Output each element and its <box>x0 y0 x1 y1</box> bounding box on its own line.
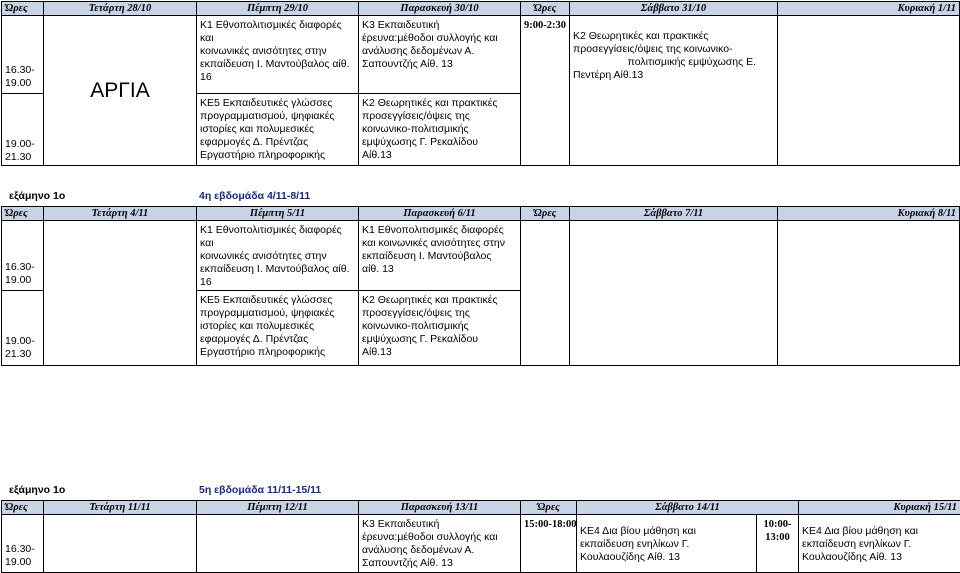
class-line: πολιτισμικής εμψύχωσης Ε. <box>573 56 774 69</box>
class-line: και κοινωνικές ανισότητες στην <box>362 237 517 250</box>
time-cell <box>757 515 799 573</box>
class-line: 16 <box>200 71 355 84</box>
day-header: Σάββατο 14/11 <box>577 501 799 515</box>
hour-start: 16.30- <box>5 543 40 556</box>
class-line: Κ1 Εθνοπολιτισμικές διαφορές και <box>200 19 355 45</box>
class-cell <box>359 16 521 94</box>
class-cell <box>197 16 359 94</box>
class-line: Σαπουντζής Αίθ. 13 <box>362 557 517 570</box>
day-header: Κυριακή 15/11 <box>799 501 960 515</box>
class-line: ΚΕ5 Εκπαιδευτικές γλώσσες <box>200 294 355 307</box>
day-header: Πέμπτη 12/11 <box>197 501 359 515</box>
holiday-cell <box>44 16 197 166</box>
hours-header: Ώρες <box>2 2 44 16</box>
class-line: 16 <box>200 276 355 289</box>
class-cell <box>359 515 521 573</box>
hour-end: 19.00 <box>5 274 40 287</box>
class-line: προγραμματισμού, ψηφιακές <box>200 110 355 123</box>
week1-header-row <box>2 2 960 16</box>
class-line: κοινωνικές ανισότητες στην <box>200 250 355 263</box>
empty-cell <box>521 221 570 366</box>
day-header: Τετάρτη 4/11 <box>44 207 197 221</box>
class-line: κοινωνικές ανισότητες στην <box>200 45 355 58</box>
class-line: έρευνα:μέθοδοι συλλογής και <box>362 531 517 544</box>
empty-cell <box>44 515 197 573</box>
week3-header-row <box>2 501 960 515</box>
hour-start: 19.00- <box>5 335 40 348</box>
class-cell <box>359 221 521 291</box>
class-line: Εργαστήριο πληροφορικής <box>200 346 355 359</box>
week3-table <box>1 500 960 573</box>
class-cell <box>197 221 359 291</box>
class-line: προσεγγίσεις/όψεις της <box>362 307 517 320</box>
time-start: 10:00- <box>760 518 795 531</box>
hour-cell <box>2 221 44 291</box>
hours-header: Ώρες <box>521 207 570 221</box>
time-range: 9:00-2:30 <box>524 20 566 31</box>
day-header: Κυριακή 1/11 <box>778 2 960 16</box>
class-line: Κ2 Θεωρητικές και πρακτικές <box>573 30 774 43</box>
hour-end: 19.00 <box>5 556 40 569</box>
class-line: ανάλυσης δεδομένων Α. <box>362 544 517 557</box>
day-header: Τετάρτη 11/11 <box>44 501 197 515</box>
week-label: 4η εβδομάδα 4/11-8/11 <box>199 190 310 202</box>
class-line: Κ3 Εκπαιδευτική <box>362 19 517 32</box>
hours-header: Ώρες <box>2 207 44 221</box>
hour-cell <box>2 291 44 366</box>
class-line: Κ2 Θεωρητικές και πρακτικές <box>362 97 517 110</box>
time-cell <box>521 515 577 573</box>
class-line: ΚΕ5 Εκπαιδευτικές γλώσσες <box>200 97 355 110</box>
class-line: ιστορίες και πολυμεσικές <box>200 123 355 136</box>
day-header: Παρασκευή 6/11 <box>359 207 521 221</box>
empty-cell <box>778 221 960 366</box>
hour-start: 16.30- <box>5 261 40 274</box>
class-line: εμψύχωσης Γ. Ρεκαλίδου <box>362 136 517 149</box>
day-header: Τετάρτη 28/10 <box>44 2 197 16</box>
class-line: εκπαίδευση ενηλίκων Γ. <box>802 538 957 551</box>
class-line: ΚΕ4 Δια βίου μάθηση και <box>580 525 753 538</box>
class-line: αίθ. 13 <box>362 263 517 276</box>
week-label: 5η εβδομάδα 11/11-15/11 <box>199 484 321 496</box>
class-cell <box>197 94 359 166</box>
hours-header: Ώρες <box>2 501 44 515</box>
class-cell <box>799 515 960 573</box>
class-line: Κ2 Θεωρητικές και πρακτικές <box>362 294 517 307</box>
holiday-label: ΑΡΓΙΑ <box>90 79 149 102</box>
class-line: Κ3 Εκπαιδευτική <box>362 518 517 531</box>
class-line: εφαρμογές Δ. Πρέντζας <box>200 136 355 149</box>
class-cell <box>570 16 778 166</box>
class-line: εκπαίδευση Ι. Μαντούβαλος αίθ. <box>200 263 355 276</box>
day-header: Παρασκευή 30/10 <box>359 2 521 16</box>
semester-label: εξάμηνο 1ο <box>9 190 199 202</box>
empty-cell <box>570 221 778 366</box>
hour-cell <box>2 94 44 166</box>
class-line: ανάλυσης δεδομένων Α. <box>362 45 517 58</box>
week2-header-row <box>2 207 960 221</box>
class-line: προγραμματισμού, ψηφιακές <box>200 307 355 320</box>
class-line: προσεγγίσεις/όψεις της κοινωνικο- <box>573 43 774 56</box>
time-range: 15:00-18:00 <box>524 519 577 530</box>
class-line: εκπαίδευση Ι. Μαντούβαλος <box>362 250 517 263</box>
week2-heading <box>9 190 310 202</box>
class-line: ΚΕ4 Δια βίου μάθηση και <box>802 525 957 538</box>
week1-table <box>1 1 960 166</box>
class-cell <box>197 291 359 366</box>
class-line: έρευνα:μέθοδοι συλλογής και <box>362 32 517 45</box>
class-cell <box>359 291 521 366</box>
class-line: ιστορίες και πολυμεσικές <box>200 320 355 333</box>
class-line: κοινωνικο-πολιτισμικής <box>362 123 517 136</box>
hour-end: 21.30 <box>5 151 40 164</box>
class-line: εμψύχωσης Γ. Ρεκαλίδου <box>362 333 517 346</box>
class-line: Κουλαουζίδης Αίθ. 13 <box>802 551 957 564</box>
hour-cell <box>2 16 44 94</box>
class-line: Σαπουντζής Αίθ. 13 <box>362 58 517 71</box>
week3-heading <box>9 484 321 496</box>
class-cell <box>359 94 521 166</box>
hours-header: Ώρες <box>521 2 570 16</box>
day-header: Πέμπτη 5/11 <box>197 207 359 221</box>
hour-start: 16.30- <box>5 64 40 77</box>
class-line: Κουλαουζίδης Αίθ. 13 <box>580 551 753 564</box>
hours-header: Ώρες <box>521 501 577 515</box>
class-line: Κ1 Εθνοπολιτισμικές διαφορές και <box>200 224 355 250</box>
day-header: Παρασκευή 13/11 <box>359 501 521 515</box>
hour-cell <box>2 515 44 573</box>
day-header: Σάββατο 31/10 <box>570 2 778 16</box>
hour-end: 19.00 <box>5 77 40 90</box>
class-line: Εργαστήριο πληροφορικής <box>200 149 355 162</box>
class-line: Αίθ.13 <box>362 149 517 162</box>
hour-start: 19.00- <box>5 138 40 151</box>
semester-label: εξάμηνο 1ο <box>9 484 199 496</box>
week2-table <box>1 206 960 366</box>
time-end: 13:00 <box>760 531 795 544</box>
class-line: προσεγγίσεις/όψεις της <box>362 110 517 123</box>
empty-cell <box>778 16 960 166</box>
class-line: Αίθ.13 <box>362 346 517 359</box>
class-line: κοινωνικο-πολιτισμικής <box>362 320 517 333</box>
class-line: εκπαίδευση ενηλίκων Γ. <box>580 538 753 551</box>
empty-cell <box>197 515 359 573</box>
time-cell <box>521 16 570 166</box>
class-cell <box>577 515 757 573</box>
class-line: Πεντέρη Αίθ.13 <box>573 69 774 82</box>
class-line: Κ1 Εθνοπολιτισμικές διαφορές <box>362 224 517 237</box>
class-line: εφαρμογές Δ. Πρέντζας <box>200 333 355 346</box>
day-header: Πέμπτη 29/10 <box>197 2 359 16</box>
day-header: Κυριακή 8/11 <box>778 207 960 221</box>
hour-end: 21.30 <box>5 348 40 361</box>
day-header: Σάββατο 7/11 <box>570 207 778 221</box>
empty-cell <box>44 221 197 366</box>
class-line: εκπαίδευση Ι. Μαντούβαλος αίθ. <box>200 58 355 71</box>
